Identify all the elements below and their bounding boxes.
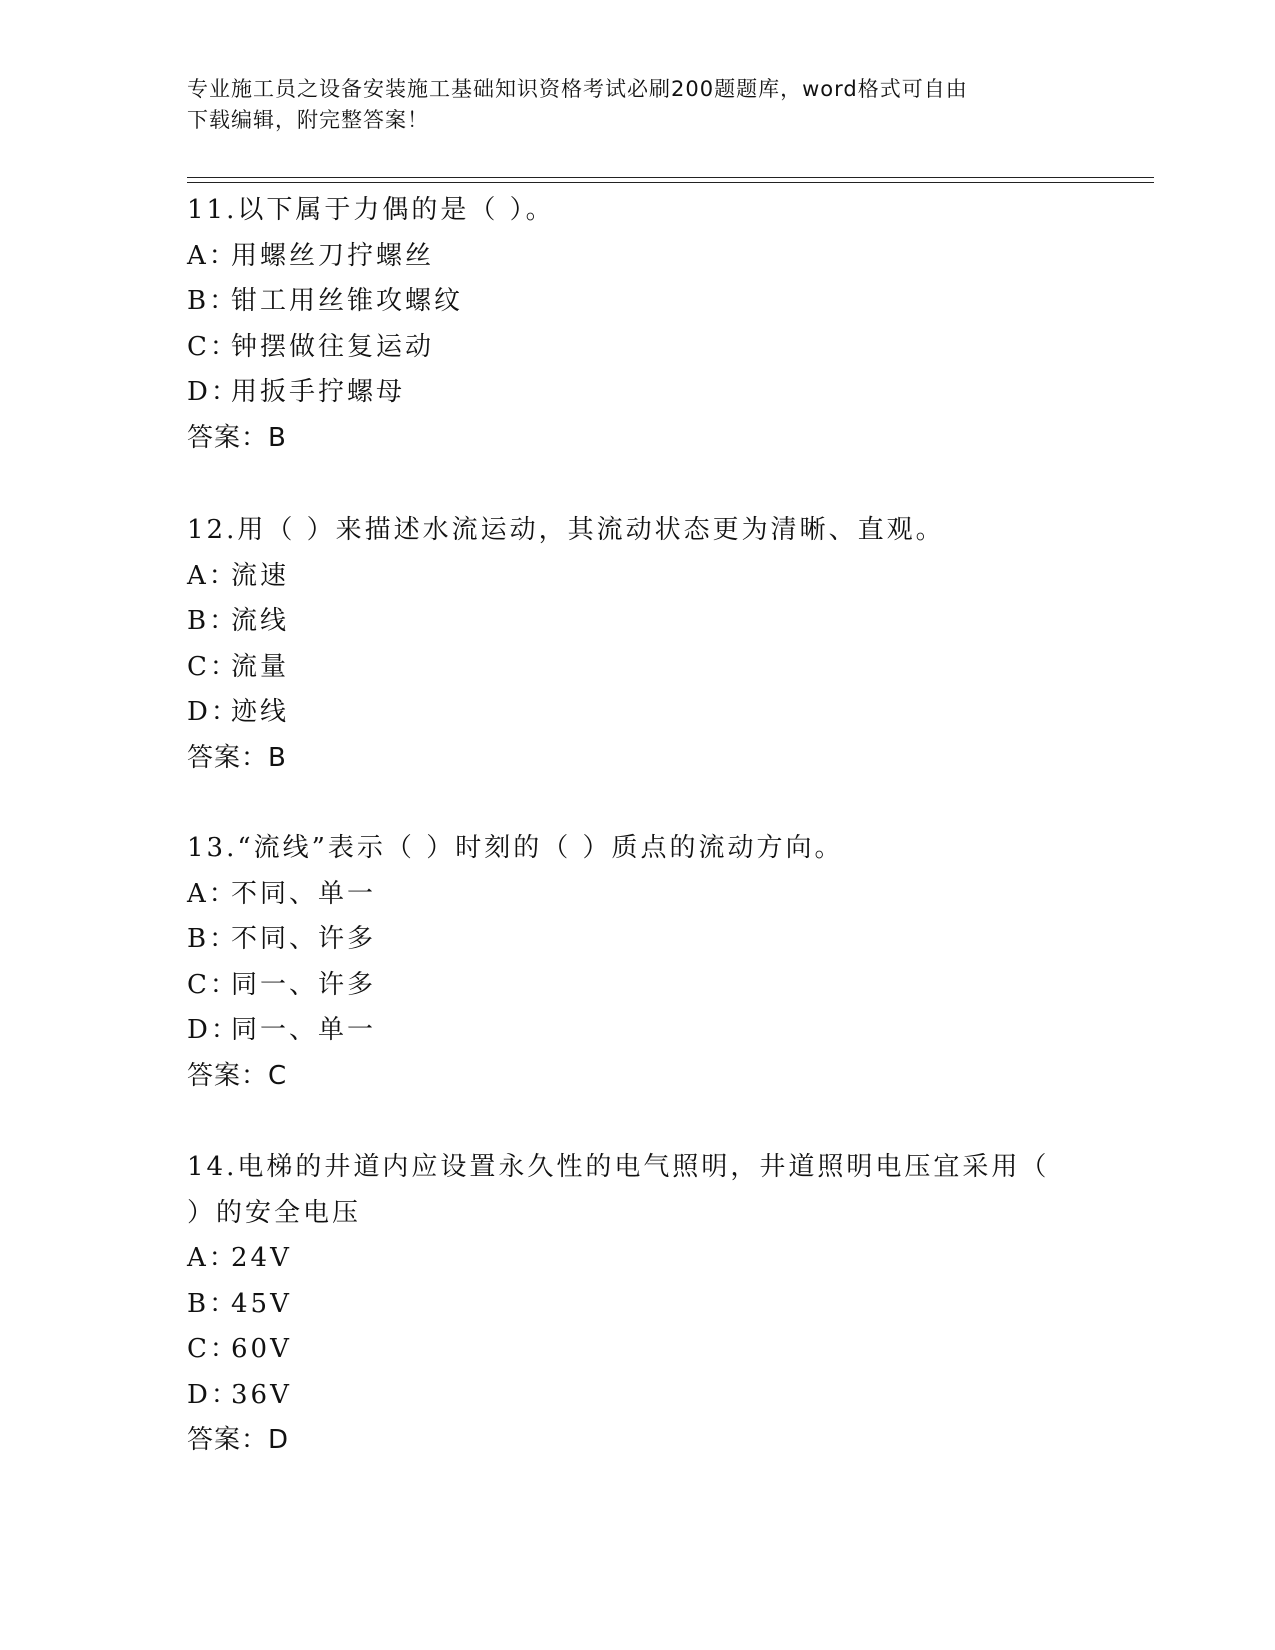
option-c <box>187 645 1087 691</box>
answer-line: 答案：B <box>187 422 287 453</box>
option-text: 不同、单一 <box>231 878 377 909</box>
option-label: C： <box>187 1334 239 1364</box>
option-a <box>187 1236 1087 1282</box>
answer-line: 答案：D <box>187 1425 290 1455</box>
option-label: C： <box>187 331 239 362</box>
option-label: C： <box>187 969 239 1000</box>
option-label: B： <box>187 1288 239 1319</box>
option-label: A： <box>187 878 238 909</box>
option-c <box>187 1327 1087 1373</box>
option-label: A： <box>187 560 238 591</box>
header-title-line-2: 下载编辑，附完整答案！ <box>187 108 429 132</box>
option-label: D： <box>187 1379 240 1410</box>
option-label: B： <box>187 606 239 636</box>
option-text: 钳工用丝锥攻螺纹 <box>231 286 464 316</box>
document-header <box>187 74 1087 136</box>
option-text: 45V <box>231 1288 292 1319</box>
option-label: D： <box>187 377 240 407</box>
option-text: 钟摆做往复运动 <box>231 331 435 362</box>
header-divider-top <box>187 177 1154 178</box>
option-label: C： <box>187 651 239 682</box>
question-12 <box>187 508 1087 781</box>
question-stem-line-1: 14.电梯的井道内应设置永久性的电气照明，井道照明电压宜采用（ <box>187 1152 1050 1182</box>
question-stem-line-2: ）的安全电压 <box>187 1197 362 1228</box>
question-14 <box>187 1145 1087 1464</box>
option-text: 不同、许多 <box>231 924 377 954</box>
option-b <box>187 599 1087 645</box>
option-d <box>187 370 1087 416</box>
option-text: 24V <box>231 1243 292 1273</box>
option-label: D： <box>187 1015 240 1045</box>
question-stem: 13.“流线”表示（ ）时刻的（ ）质点的流动方向。 <box>187 833 844 863</box>
option-a <box>187 872 1087 918</box>
option-text: 用扳手拧螺母 <box>231 377 406 407</box>
answer-line: 答案：B <box>187 742 287 773</box>
option-text: 流量 <box>231 651 290 682</box>
option-b <box>187 917 1087 963</box>
option-label: A： <box>187 1243 238 1273</box>
question-stem: 11.以下属于力偶的是（ ）。 <box>187 195 555 225</box>
option-b <box>187 279 1087 325</box>
option-text: 流线 <box>231 606 290 636</box>
answer-line: 答案：C <box>187 1060 288 1091</box>
option-d <box>187 1008 1087 1054</box>
question-stem: 12.用（ ）来描述水流运动，其流动状态更为清晰、直观。 <box>187 515 945 545</box>
question-13 <box>187 826 1087 1099</box>
option-label: B： <box>187 286 239 316</box>
header-divider-bottom <box>187 182 1154 183</box>
option-c <box>187 325 1087 371</box>
option-d <box>187 690 1087 736</box>
header-title-line-1: 专业施工员之设备安装施工基础知识资格考试必刷200题题库，word格式可自由 <box>187 77 968 101</box>
option-label: D： <box>187 697 240 727</box>
option-text: 36V <box>231 1379 292 1410</box>
question-11 <box>187 188 1087 461</box>
option-c <box>187 963 1087 1009</box>
option-d <box>187 1373 1087 1419</box>
option-label: A： <box>187 240 238 271</box>
option-text: 用螺丝刀拧螺丝 <box>231 240 435 271</box>
option-text: 60V <box>231 1334 292 1364</box>
option-text: 同一、许多 <box>231 969 377 1000</box>
option-a <box>187 234 1087 280</box>
option-a <box>187 554 1087 600</box>
option-b <box>187 1282 1087 1328</box>
option-label: B： <box>187 924 239 954</box>
option-text: 迹线 <box>231 697 290 727</box>
option-text: 同一、单一 <box>231 1015 377 1045</box>
option-text: 流速 <box>231 560 290 591</box>
